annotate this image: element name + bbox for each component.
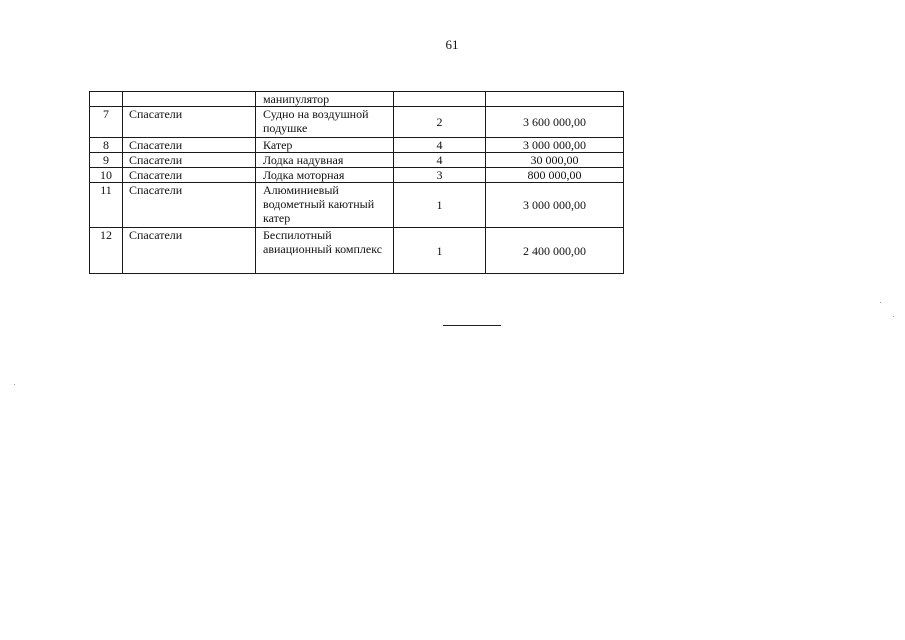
equipment-name-cell: Лодка моторная <box>256 168 394 183</box>
quantity-cell: 1 <box>394 228 486 274</box>
unit-type-cell: Спасатели <box>123 107 256 138</box>
unit-type-cell: Спасатели <box>123 153 256 168</box>
equipment-name-cell: Судно на воздушной подушке <box>256 107 394 138</box>
row-number-cell: 12 <box>90 228 123 274</box>
cost-cell: 30 000,00 <box>486 153 624 168</box>
row-number-cell: 10 <box>90 168 123 183</box>
unit-type-cell: Спасатели <box>123 168 256 183</box>
quantity-cell: 1 <box>394 183 486 228</box>
cost-cell <box>486 92 624 107</box>
equipment-name-cell: Беспилотный авиационный комплекс <box>256 228 394 274</box>
table-row <box>90 228 624 274</box>
table-row <box>90 138 624 153</box>
quantity-cell <box>394 92 486 107</box>
equipment-name-cell: Катер <box>256 138 394 153</box>
cost-cell: 3 600 000,00 <box>486 107 624 138</box>
table-row <box>90 153 624 168</box>
cost-cell: 3 000 000,00 <box>486 183 624 228</box>
scan-speck <box>893 316 894 317</box>
unit-type-cell: Спасатели <box>123 183 256 228</box>
equipment-table <box>89 91 624 274</box>
scan-speck <box>14 384 15 385</box>
row-number-cell <box>90 92 123 107</box>
row-number-cell: 11 <box>90 183 123 228</box>
row-number-cell: 8 <box>90 138 123 153</box>
table-row <box>90 92 624 107</box>
table-row <box>90 107 624 138</box>
end-of-table-rule <box>443 325 501 326</box>
equipment-name-cell: манипулятор <box>256 92 394 107</box>
table-row <box>90 168 624 183</box>
unit-type-cell: Спасатели <box>123 138 256 153</box>
equipment-name-cell: Алюминиевый водометный каютный катер <box>256 183 394 228</box>
cost-cell: 3 000 000,00 <box>486 138 624 153</box>
cost-cell: 800 000,00 <box>486 168 624 183</box>
quantity-cell: 4 <box>394 138 486 153</box>
unit-type-cell <box>123 92 256 107</box>
quantity-cell: 3 <box>394 168 486 183</box>
table-row <box>90 183 624 228</box>
quantity-cell: 2 <box>394 107 486 138</box>
scan-speck <box>880 302 881 303</box>
row-number-cell: 7 <box>90 107 123 138</box>
cost-cell: 2 400 000,00 <box>486 228 624 274</box>
page-number: 61 <box>445 37 459 52</box>
equipment-name-cell: Лодка надувная <box>256 153 394 168</box>
unit-type-cell: Спасатели <box>123 228 256 274</box>
row-number-cell: 9 <box>90 153 123 168</box>
quantity-cell: 4 <box>394 153 486 168</box>
